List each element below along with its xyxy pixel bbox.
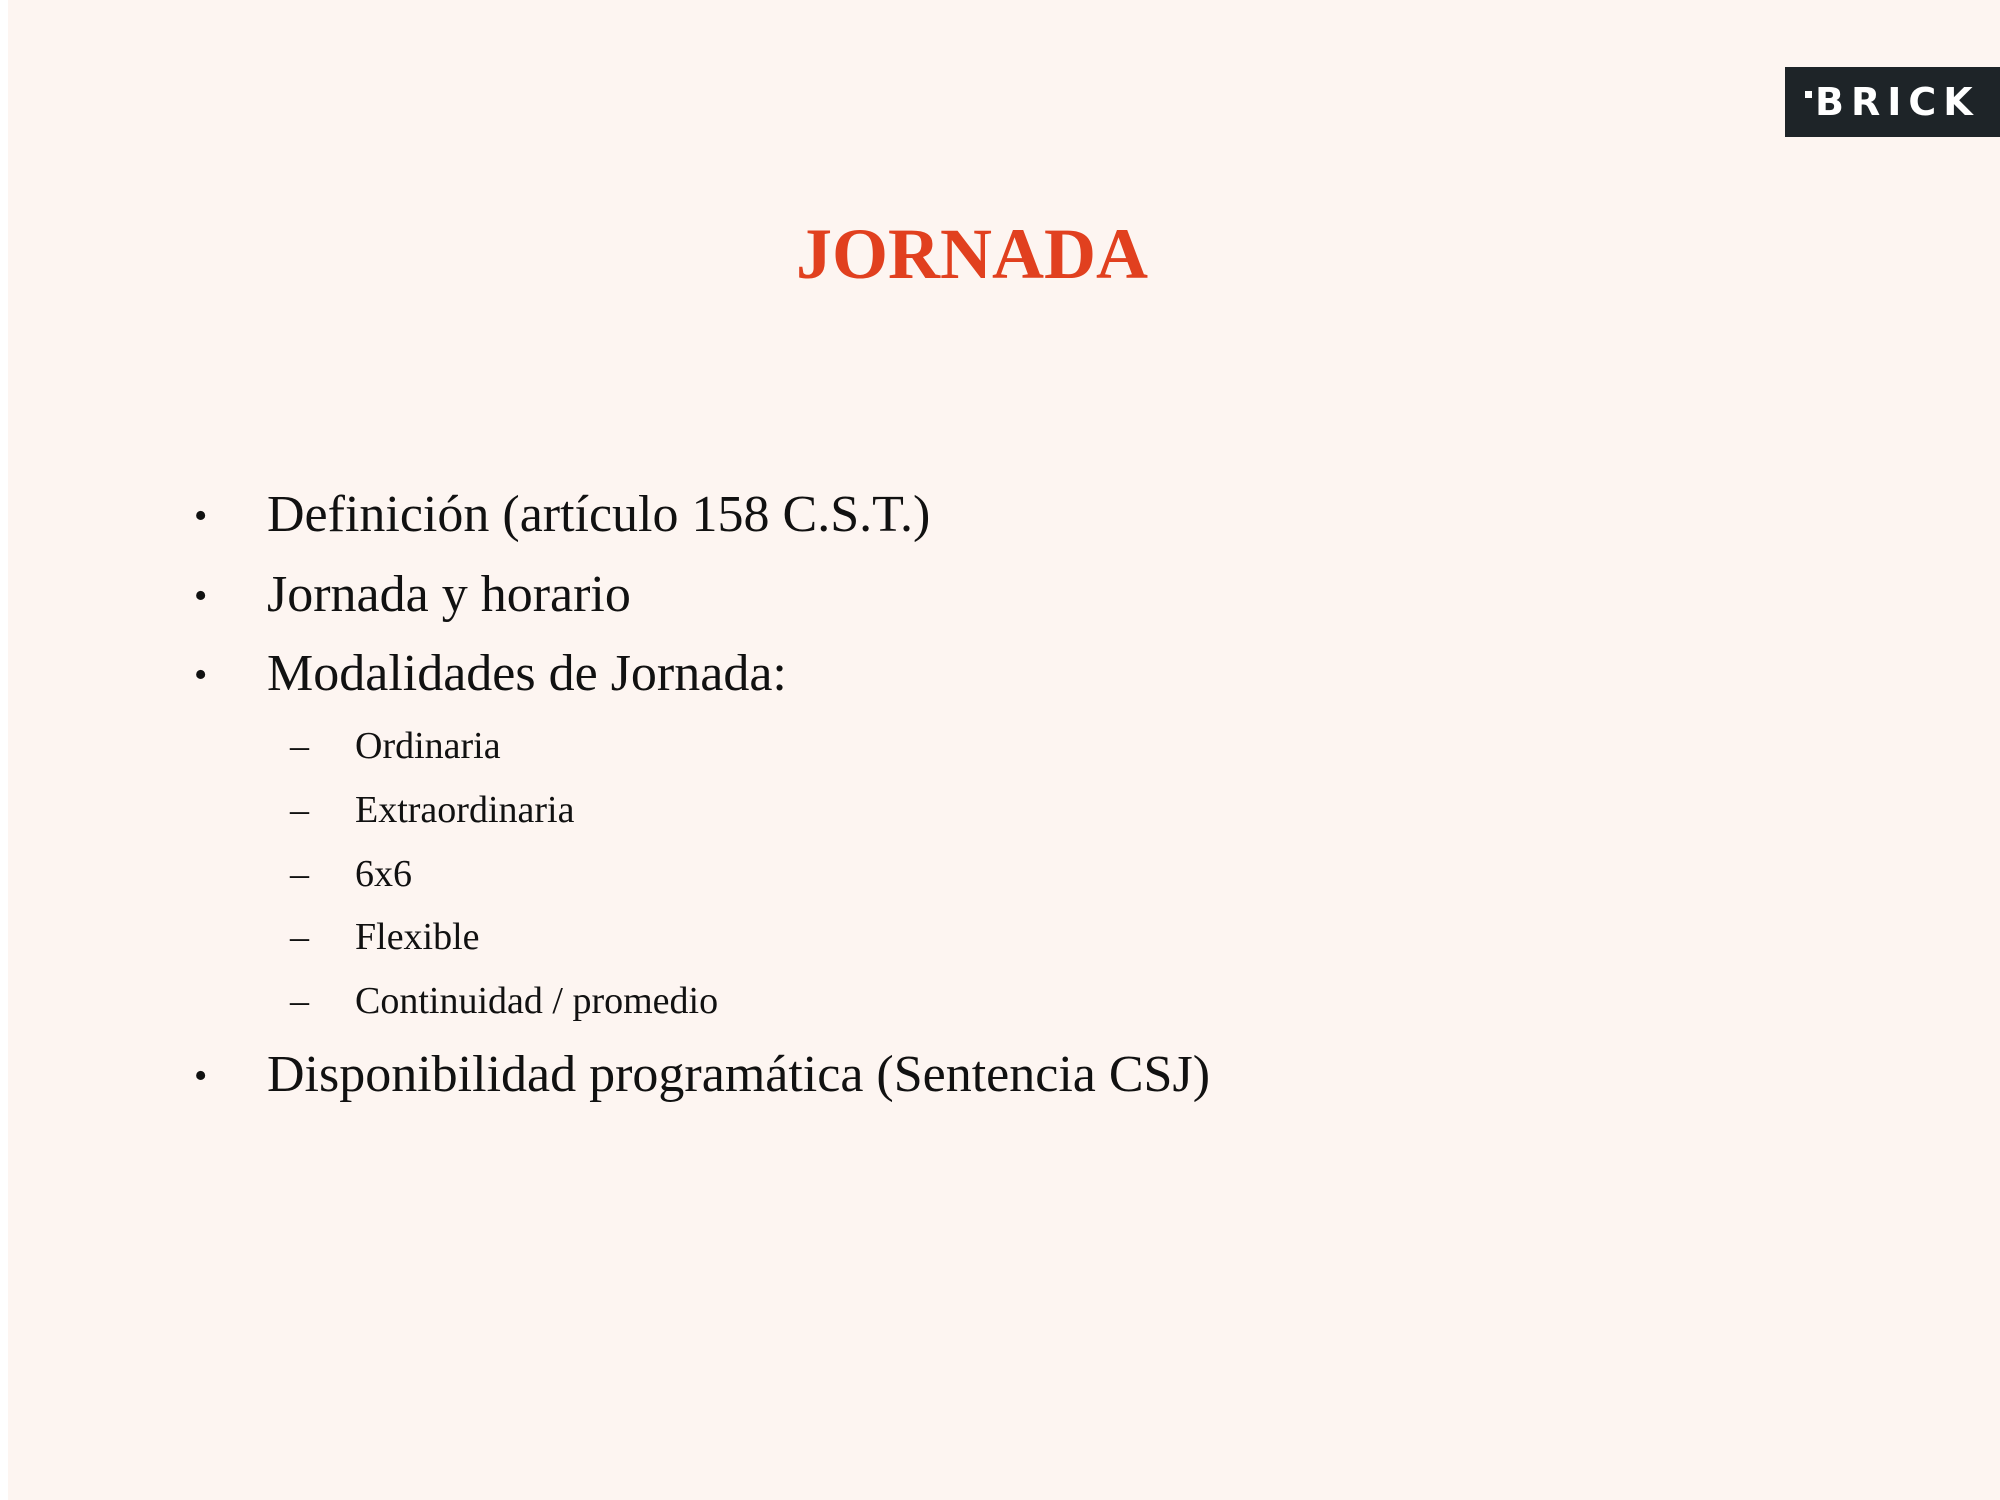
slide	[8, 0, 2000, 1500]
bullet-text: Jornada y horario	[267, 566, 631, 623]
bullet-text: Definición (artículo 158 C.S.T.)	[267, 486, 931, 543]
sub-bullet-text: Ordinaria	[355, 725, 501, 767]
sub-bullet-text: 6x6	[355, 853, 412, 895]
bullet-marker-icon: •	[194, 1055, 208, 1097]
sub-bullet-text: Extraordinaria	[355, 789, 575, 831]
bullet-marker-icon: •	[194, 654, 208, 696]
dash-marker-icon: –	[290, 853, 309, 895]
sub-bullet-text: Continuidad / promedio	[355, 980, 719, 1022]
bullet-text: Disponibilidad programática (Sentencia CSJ)	[267, 1046, 1211, 1103]
slide-title: JORNADA	[796, 214, 1148, 294]
dash-marker-icon: –	[290, 725, 309, 767]
logo-text: BRICK	[1815, 80, 1980, 124]
bullet-text: Modalidades de Jornada:	[267, 645, 787, 702]
sub-bullet-text: Flexible	[355, 916, 480, 958]
dash-marker-icon: –	[290, 789, 309, 831]
dash-marker-icon: –	[290, 980, 309, 1022]
bullet-marker-icon: •	[194, 495, 208, 537]
bullet-marker-icon: •	[194, 575, 208, 617]
bullet-list	[8, 0, 2000, 1500]
dash-marker-icon: –	[290, 916, 309, 958]
